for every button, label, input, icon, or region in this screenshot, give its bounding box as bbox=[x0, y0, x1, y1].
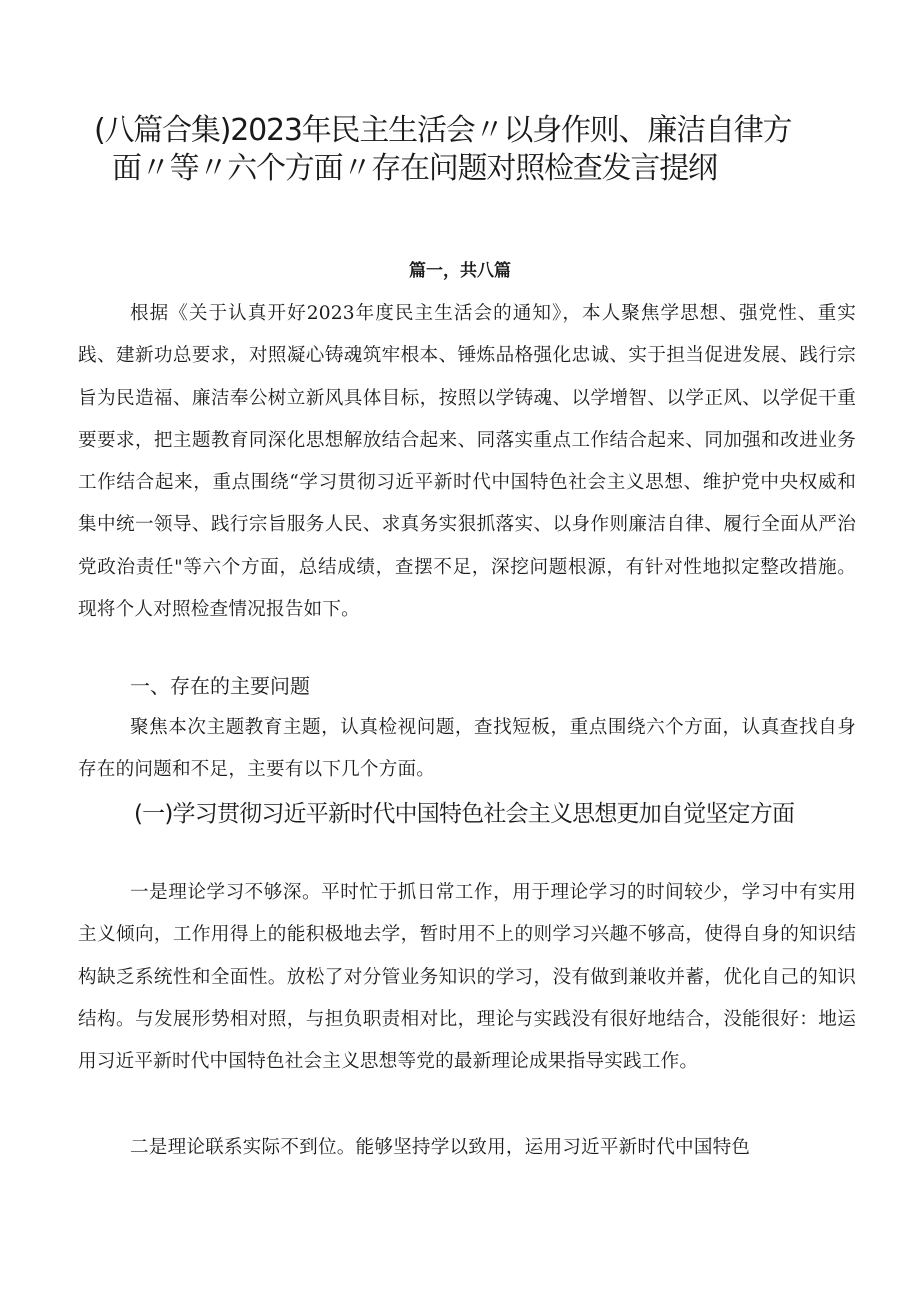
section-label: 篇一，共八篇 bbox=[409, 261, 511, 281]
section-heading-main-problems: 一、存在的主要问题 bbox=[130, 674, 310, 698]
theory-practice-paragraph: 二是理论联系实际不到位。能够坚持学以致用，运用习近平新时代中国特色 bbox=[130, 1137, 751, 1158]
problems-intro-paragraph: 聚焦本次主题教育主题，认真检视问题，查找短板，重点围绕六个方面，认真查找自身存在的问题和不足，主要有以下几个方面。 bbox=[78, 717, 856, 781]
document-title-line-1: (八篇合集)2023年民主生活会〃以身作则、廉洁自律方 bbox=[94, 113, 792, 148]
theory-study-paragraph: 一是理论学习不够深。平时忙于抓日常工作，用于理论学习的时间较少，学习中有实用主义倾向，工作用得上的能积极地去学，暂时用不上的则学习兴趣不够高，使得自身的知识结构缺乏系统性和全面性。放松了对分管业务知识的学习，没有做到兼收并蓄，优化自己的知识结构。与发展形势相对照，与担负职责相对比，理论与实践没有很好地结合，没能很好：地运用习近平新时代中国特色社会主义思想等党的最新理论成果指导实践工作。 bbox=[78, 882, 856, 1073]
subsection-heading-theory-study: (一)学习贯彻习近平新时代中国特色社会主义思想更加自觉坚定方面 bbox=[134, 801, 795, 827]
document-title-line-2: 面〃等〃六个方面〃存在问题对照检查发言提纲 bbox=[112, 151, 717, 186]
document-title bbox=[80, 112, 860, 188]
intro-paragraph: 根据《关于认真开好2023年度民主生活会的通知》，本人聚焦学思想、强党性、重实践、建新功总要求，对照凝心铸魂筑牢根本、锤炼品格强化忠诚、实于担当促进发展、践行宗旨为民造福、廉洁奉公树立新风具体目标，按照以学铸魂、以学增智、以学正风、以学促干重要要求，把主题教育同深化思想解放结合起来、同落实重点工作结合起来、同加强和改进业务工作结合起来，重点围绕“学习贯彻习近平新时代中国特色社会主义思想、维护党中央权威和集中统一领导、践行宗旨服务人民、求真务实狠抓落实、以身作则廉洁自律、履行全面从严治党政治责任"等六个方面，总结成绩，查摆不足，深挖问题根源，有针对性地拟定整改措施。现将个人对照检查情况报告如下。 bbox=[78, 303, 856, 621]
